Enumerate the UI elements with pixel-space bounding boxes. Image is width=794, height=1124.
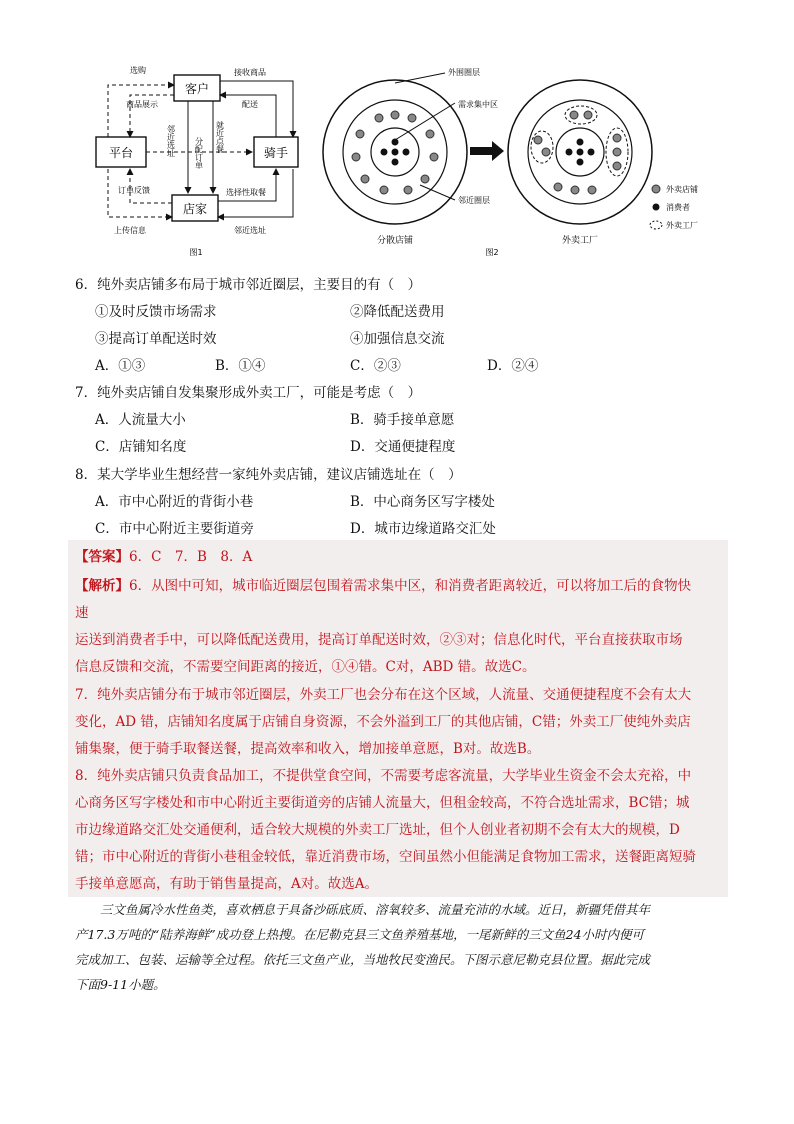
q8-choice-c[interactable]: C．市中心附近主要街道旁	[95, 521, 254, 537]
edge-receive: 接收商品	[234, 68, 266, 77]
analysis-line-10: 市边缘道路交汇处交通便利，适合较大规模的外卖工厂选址，但个人创业者初期不会有太大的规模，D	[75, 822, 680, 838]
intro-line-4: 下面9-11小题。	[75, 977, 166, 992]
edge-nearby-site: 邻近选址	[234, 226, 266, 235]
edge-display: 商品展示	[126, 100, 158, 109]
answer-label: 【答案】	[75, 549, 129, 565]
intro-line-1: 三文鱼属冷水性鱼类，喜欢栖息于具备沙砾底质、溶氧较多、流量充沛的水域。近日，新疆凭借其年	[75, 902, 651, 917]
label-outer-layer: 外围圈层	[448, 68, 480, 77]
figure-2-circle-diagram	[320, 55, 720, 265]
figure-2-right-caption: 外卖工厂	[561, 236, 599, 246]
analysis-line-2: 速	[75, 605, 89, 621]
q6-item-4: ④加强信息交流	[350, 331, 445, 347]
analysis-line-11: 错；市中心附近的背街小巷租金较低，靠近消费市场，空间虽然小但能满足食物加工需求，送餐距离短骑	[75, 849, 696, 865]
figure-1-flow-diagram	[88, 55, 318, 265]
intro-line-2: 产17.3万吨的“陆养海鲜”成功登上热搜。在尼勒克县三文鱼养殖基地，一尾新鲜的三文鱼24小时内便可	[75, 927, 645, 942]
q6-choice-a[interactable]: A．①③	[95, 358, 146, 374]
q8-choice-a[interactable]: A．市中心附近的背街小巷	[95, 494, 254, 510]
edge-upload: 上传信息	[114, 226, 146, 235]
q6-item-1: ①及时反馈市场需求	[95, 304, 217, 320]
analysis-line-4: 信息反馈和交流，不需要空间距离的接近，①④错。C对，ABD 错。故选C。	[75, 659, 536, 675]
q7-choice-d[interactable]: D．交通便捷程度	[350, 439, 456, 455]
node-rider-label: 骑手	[263, 146, 289, 160]
q6-item-3: ③提高订单配送时效	[95, 331, 217, 347]
legend-factory: 外卖工厂	[666, 221, 698, 230]
q8-choice-b[interactable]: B．中心商务区写字楼处	[350, 494, 495, 510]
q7-choice-c[interactable]: C．店铺知名度	[95, 439, 187, 455]
edge-feedback: 订单反馈	[118, 186, 150, 195]
edge-nearby-select: 邻近选址	[166, 125, 176, 157]
q7-choice-b[interactable]: B．骑手接单意愿	[350, 412, 455, 428]
analysis-line-8: 8．纯外卖店铺只负责食品加工，不提供堂食空间，不需要考虑客流量，大学毕业生资金不会太充裕，中	[75, 768, 692, 784]
analysis-line-6: 变化，AD 错，店铺知名度属于店铺自身资源，不会外溢到工厂的其他店铺，C错；外卖工厂使纯外卖店	[75, 714, 691, 730]
question-8-stem: 8．某大学毕业生想经营一家纯外卖店铺，建议店铺选址在（ ）	[75, 467, 462, 483]
legend-consumer: 消费者	[666, 203, 690, 212]
legend-store: 外卖店铺	[666, 185, 698, 194]
q7-choice-a[interactable]: A．人流量大小	[95, 412, 186, 428]
node-client-label: 客户	[184, 82, 210, 96]
analysis-line-7: 铺集聚，便于骑手取餐送餐，提高效率和收入，增加接单意愿，B对。故选B。	[75, 741, 541, 757]
answer-line	[75, 545, 252, 565]
label-near-layer: 邻近圈层	[458, 196, 490, 205]
edge-purchase: 选购	[130, 66, 146, 75]
figure-2-left-caption: 分散店铺	[376, 236, 414, 246]
node-store-label: 店家	[182, 202, 208, 216]
analysis-line-9: 心商务区写字楼处和市中心附近主要街道旁的店铺人流量大，但租金较高，不符合选址需求，BC错；城	[75, 795, 690, 811]
edge-deliver: 配送	[242, 100, 258, 109]
figure-1-caption: 图1	[189, 248, 203, 257]
question-7-stem: 7．纯外卖店铺自发集聚形成外卖工厂，可能是考虑（ ）	[75, 385, 422, 401]
q6-item-2: ②降低配送费用	[350, 304, 445, 320]
edge-assign: 分配订单	[194, 137, 204, 169]
q6-choice-b[interactable]: B．①④	[215, 358, 266, 374]
answer-text: 6．C 7．B 8．A	[129, 549, 253, 565]
edge-nearby-pick: 就近点餐	[215, 121, 225, 153]
analysis-line-1: 【解析】6．从图中可知，城市临近圈层包围着需求集中区，和消费者距离较近，可以将加工后的食物快	[75, 578, 692, 594]
label-demand-zone: 需求集中区	[458, 100, 498, 109]
question-6-stem: 6．纯外卖店铺多布局于城市邻近圈层，主要目的有（ ）	[75, 277, 422, 293]
analysis-line-3: 运送到消费者手中，可以降低配送费用，提高订单配送时效，②③对；信息化时代，平台直接获取市场	[75, 632, 683, 648]
q6-choice-d[interactable]: D．②④	[487, 358, 539, 374]
intro-line-3: 完成加工、包装、运输等全过程。依托三文鱼产业，当地牧民变渔民。下图示意尼勒克县位置。据此完成	[75, 952, 651, 967]
analysis-line-12: 手接单意愿高，有助于销售量提高，A对。故选A。	[75, 876, 378, 892]
node-platform-label: 平台	[108, 146, 134, 160]
figure-2-caption: 图2	[485, 248, 499, 257]
q6-choice-c[interactable]: C．②③	[350, 358, 401, 374]
analysis-line-5: 7．纯外卖店铺分布于城市邻近圈层，外卖工厂也会分布在这个区域，人流量、交通便捷程度不会有太大	[75, 687, 692, 703]
analysis-label: 【解析】	[75, 578, 129, 594]
edge-selective: 选择性取餐	[226, 188, 266, 197]
q8-choice-d[interactable]: D．城市边缘道路交汇处	[350, 521, 496, 537]
